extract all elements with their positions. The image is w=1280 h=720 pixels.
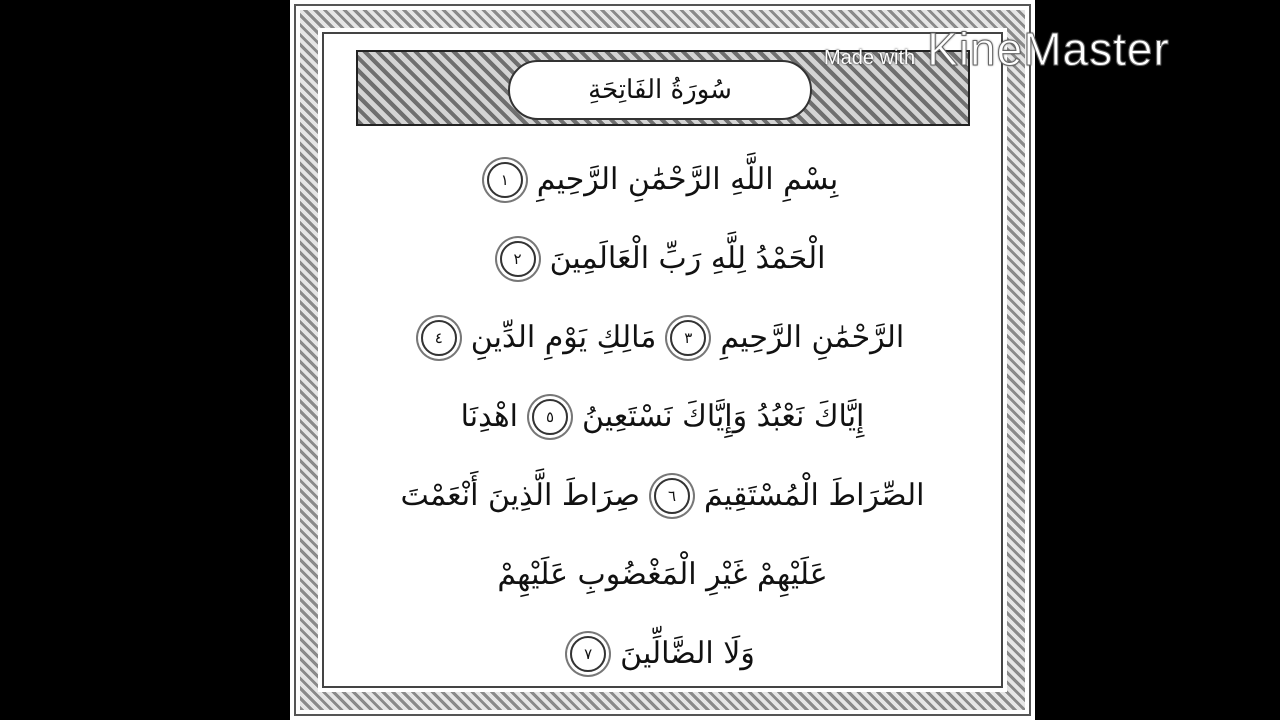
verse-line [350, 456, 975, 535]
verse-line [350, 298, 975, 377]
verse-text: اهْدِنَا [460, 399, 519, 434]
verse-text: بِسْمِ اللَّهِ الرَّحْمَٰنِ الرَّحِيمِ [536, 162, 839, 197]
verse-text: مَالِكِ يَوْمِ الدِّينِ [470, 320, 657, 355]
watermark-prefix: Made with [824, 47, 916, 69]
verse-text: عَلَيْهِمْ غَيْرِ الْمَغْضُوبِ عَلَيْهِمْ [497, 557, 828, 592]
verse-number-marker: ٦ [654, 478, 690, 514]
verse-line [350, 377, 975, 456]
quran-page [290, 0, 1035, 720]
verse-number-marker: ٢ [500, 241, 536, 277]
verse-text: إِيَّاكَ نَعْبُدُ وَإِيَّاكَ نَسْتَعِينُ [582, 399, 865, 434]
verse-number-marker: ٥ [532, 399, 568, 435]
verse-number-marker: ٣ [670, 320, 706, 356]
verse-text: الرَّحْمَٰنِ الرَّحِيمِ [720, 320, 905, 355]
verse-text: الْحَمْدُ لِلَّهِ رَبِّ الْعَالَمِينَ [549, 241, 826, 276]
verses-block [350, 140, 975, 693]
surah-title-cartouche [508, 60, 812, 120]
verse-line [350, 614, 975, 693]
verse-number-marker: ٧ [570, 636, 606, 672]
verse-number-marker: ٤ [421, 320, 457, 356]
verse-text: وَلَا الضَّالِّينَ [620, 636, 755, 671]
watermark-brand: KineMaster [927, 23, 1170, 75]
verse-line [350, 140, 975, 219]
verse-line [350, 535, 975, 614]
verse-text: صِرَاطَ الَّذِينَ أَنْعَمْتَ [400, 478, 641, 513]
surah-title: سُورَةُ الفَاتِحَةِ [588, 75, 732, 105]
verse-text: الصِّرَاطَ الْمُسْتَقِيمَ [704, 478, 925, 513]
verse-line [350, 219, 975, 298]
watermark [824, 22, 1170, 76]
verse-number-marker: ١ [487, 162, 523, 198]
